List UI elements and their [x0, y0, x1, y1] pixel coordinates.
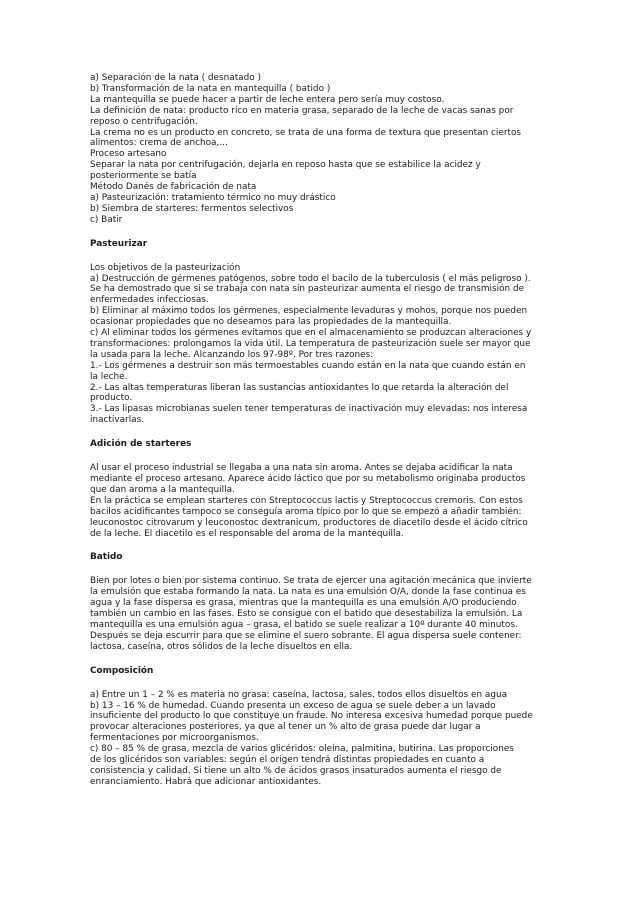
- intro-line: Separar la nata por centrifugación, dejarla en reposo hasta que se estabilice la acidez y: [90, 160, 481, 171]
- body-line: mediante el proceso artesano. Aparece ácido láctico que por su metabolismo originaba productos: [90, 474, 526, 484]
- body-line: 2.- Las altas temperaturas liberan las sustancias antioxidantes lo que retarda la alteración del: [90, 382, 509, 393]
- body-line: Bien por lotes o bien por sistema continuo. Se trata de ejercer una agitación mecánica que invierte: [90, 576, 532, 587]
- section-body-pasteurizar: [90, 263, 550, 427]
- section-heading-batido: Batido: [90, 552, 123, 563]
- intro-line: La mantequilla se puede hacer a partir de leche entera pero sería muy costoso.: [90, 94, 445, 105]
- body-line: la leche.: [90, 371, 128, 382]
- body-line: consistencia y calidad. Si tiene un alto % de ácidos grasos insaturados aumenta el riesgo de: [90, 765, 502, 776]
- body-line: Al usar el proceso industrial se llegaba a una nata sin aroma. Antes se dejaba acidificar la nata: [90, 463, 513, 474]
- intro-line: posteriormente se batía: [90, 171, 197, 182]
- body-line: enranciamiento. Habrá que adicionar antioxidantes.: [90, 776, 322, 787]
- section-heading-adicion-starteres: Adición de starteres: [90, 439, 192, 450]
- intro-line: b) Siembra de starteres: fermentos selectivos: [90, 203, 294, 214]
- body-line: a) Entre un 1 – 2 % es materia no grasa: caseína, lactosa, sales, todos ellos disueltos en agua: [90, 689, 508, 700]
- intro-line: La definición de nata: producto rico en materia grasa, separado de la leche de vacas sanas por: [90, 105, 514, 116]
- body-line: c) Al eliminar todos los gérmenes evitamos que en el almacenamiento se produzcan alteraciones y: [90, 328, 532, 339]
- body-line: de los glicéridos son variables: según el origen tendrá distintas propiedades en cuanto a: [90, 755, 485, 766]
- section-heading-composicion: Composición: [90, 665, 154, 676]
- body-line: que dan aroma a la mantequilla.: [90, 484, 235, 495]
- document-page: [90, 73, 550, 788]
- intro-line: a) Separación de la nata ( desnatado ): [90, 73, 261, 83]
- body-line: En la práctica se emplean starteres con Streptococcus lactis y Streptococcus cremoris. Con estos: [90, 495, 523, 506]
- body-line: 1.- Los gérmenes a destruir son más termoestables cuando están en la nata que cuando están en: [90, 360, 526, 371]
- body-line: la emulsión que estaba formando la nata. La nata es una emulsión O/A, donde la fase continua es: [90, 587, 526, 598]
- body-line: la usada para la leche. Alcanzando los 97-98º. Por tres razones:: [90, 349, 374, 360]
- section-body-composicion: [90, 690, 550, 788]
- body-line: enfermedades infecciosas.: [90, 295, 209, 306]
- intro-line: Método Danés de fabricación de nata: [90, 182, 257, 193]
- body-line: c) 80 – 85 % de grasa, mezcla de varios glicéridos: oleína, palmitina, butirina. Las proporciones: [90, 744, 514, 755]
- body-line: inactivarlas.: [90, 415, 145, 426]
- section-body-adicion-starteres: [90, 463, 550, 539]
- body-line: de la leche. El diacetilo es el responsable del aroma de la mantequilla.: [90, 528, 404, 539]
- body-line: ocasionar propiedades que no deseamos para las propiedades de la mantequilla.: [90, 317, 452, 328]
- body-line: provocar alteraciones posteriores, ya que al tener un % alto de grasa puede dar lugar a: [90, 722, 481, 733]
- body-line: lactosa, caseína, otros sólidos de la leche disueltos en ella.: [90, 641, 353, 652]
- body-line: a) Destrucción de gérmenes patógenos, sobre todo el bacilo de la tuberculosis ( el más peligroso ).: [90, 273, 531, 284]
- body-line: fermentaciones por microorganismos.: [90, 733, 259, 744]
- intro-line: c) Batir: [90, 214, 123, 225]
- intro-line: alimentos: crema de anchoa,...: [90, 138, 228, 149]
- body-line: insuficiente del producto lo que constituye un fraude. No interesa excesiva humedad porque puede: [90, 711, 533, 722]
- body-line: mantequilla es una emulsión agua – grasa, el batido se suele realizar a 10º durante 40 minutos.: [90, 619, 518, 630]
- intro-line: b) Transformación de la nata en mantequilla ( batido ): [90, 83, 331, 94]
- intro-block: [90, 73, 550, 226]
- body-line: Se ha demostrado que si se trabaja con nata sin pasteurizar aumenta el riesgo de transmisión de: [90, 284, 525, 295]
- body-line: producto.: [90, 393, 133, 404]
- section-body-batido: [90, 576, 550, 652]
- intro-line: La crema no es un producto en concreto, se trata de una forma de textura que presentan ciertos: [90, 127, 522, 138]
- body-line: agua y la fase dispersa es grasa, mientras que la mantequilla es una emulsión A/O produciendo: [90, 598, 517, 609]
- intro-line: a) Pasteurización: tratamiento térmico no muy drástico: [90, 192, 336, 203]
- body-line: transformaciones: prolongamos la vida útil. La temperatura de pasteurización suele ser mayor que: [90, 338, 531, 349]
- body-line: también un cambio en las fases. Esto se consigue con el batido que desestabiliza la emulsión. La: [90, 609, 523, 620]
- body-line: leuconostoc citrovarum y leuconostoc dextranicum, productores de diacetilo desde el ácido cítrico: [90, 517, 528, 528]
- intro-line: Proceso artesano: [90, 149, 167, 160]
- body-line: b) 13 – 16 % de humedad. Cuando presenta un exceso de agua se suele deber a un lavado: [90, 700, 496, 711]
- body-line: bacilos acidificantes tampoco se conseguía aroma típico por lo que se empezó a añadir también:: [90, 506, 522, 517]
- body-line: b) Eliminar al máximo todos los gérmenes, especialmente levaduras y mohos, porque nos pueden: [90, 306, 528, 317]
- body-line: Después se deja escurrir para que se elimine el suero sobrante. El agua dispersa suele contener:: [90, 630, 522, 641]
- body-line: Los objetivos de la pasteurización: [90, 262, 241, 273]
- body-line: 3.- Las lipasas microbianas suelen tener temperaturas de inactivación muy elevadas: nos interesa: [90, 404, 528, 415]
- intro-line: reposo o centrifugación.: [90, 116, 198, 127]
- section-heading-pasteurizar: Pasteurizar: [90, 238, 148, 249]
